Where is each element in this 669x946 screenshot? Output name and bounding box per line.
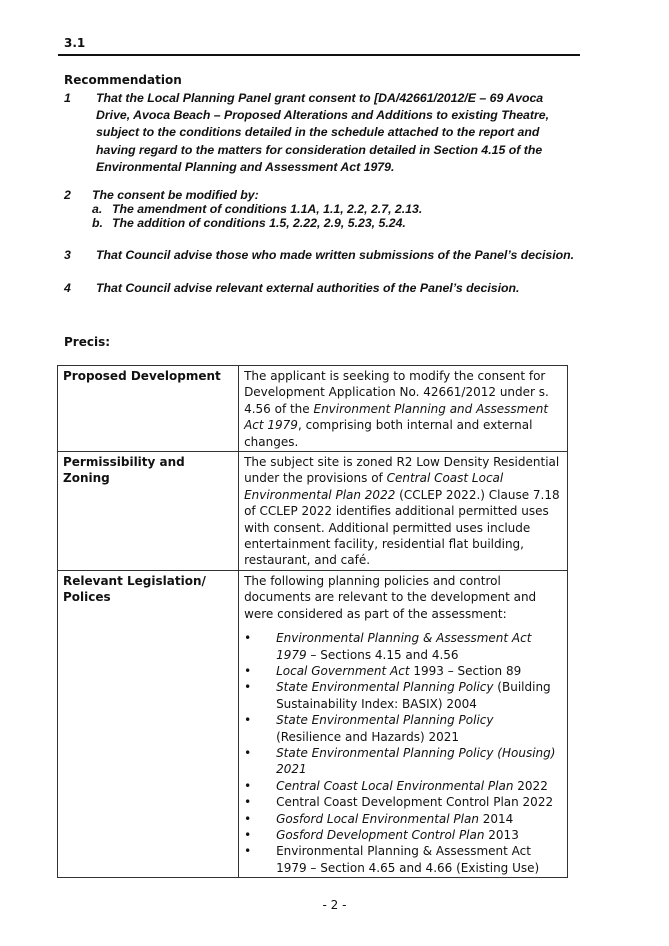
bullet-icon: • [244,631,252,646]
item-italic-text: State Environmental Planning Policy [276,680,494,695]
item-text: Central Coast Development Control Plan 2022 [276,795,554,810]
item-text: (Resilience and Hazards) 2021 [276,729,460,744]
table-row [58,366,568,452]
sub-item-text: The addition of conditions 1.5, 2.22, 2.9, 5.23, 5.24. [112,216,406,230]
sub-item-text: The amendment of conditions 1.1A, 1.1, 2.2, 2.7, 2.13. [112,202,423,216]
header-rule [58,54,580,56]
row-label: Permissibility and Zoning [58,452,239,571]
item-italic-text: Central Coast Local Environmental Plan [276,778,514,793]
table-row [58,570,568,877]
bullet-icon: • [244,778,252,793]
list-item [244,794,562,810]
item-number: 2 [64,188,71,202]
content-text: (CCLEP 2022.) Clause 7.18 of CCLEP 2022 identifies additional permitted uses with consent. Additional permitted uses include entertainment facility, residential flat building, restaurant, and café. [244,487,560,568]
bullet-icon: • [244,844,252,859]
precis-table [57,365,568,878]
recommendation-heading: Recommendation [64,73,182,87]
item-italic-text: Gosford Development Control Plan [276,827,485,842]
content-italic-text: Central Coast Local Environmental Plan 2022 [244,471,504,502]
item-text: Environmental Planning & Assessment Act 1979 – Section 4.65 and 4.66 (Existing Use) [276,844,540,875]
bullet-icon: • [244,795,252,810]
item-text: 2022 [513,778,548,793]
content-intro: The following planning policies and control documents are relevant to the development and were considered as part of the assessment: [244,573,537,621]
list-item [244,811,562,827]
row-label: Proposed Development [58,366,239,452]
list-item [244,843,562,876]
item-italic-text: Gosford Local Environmental Plan [276,811,479,826]
item-text: That Council advise those who made written submissions of the Panel’s decision. [96,248,575,262]
sub-item-letter: a. [92,202,103,216]
item-italic-text: State Environmental Planning Policy (Housing) 2021 [276,745,556,777]
list-item [244,745,562,778]
item-text: 2014 [478,811,514,826]
bullet-icon: • [244,680,252,695]
page-number: - 2 - [322,898,347,912]
item-number: 1 [64,91,71,105]
item-text: That Council advise relevant external authorities of the Panel’s decision. [96,281,520,295]
item-text: 1993 – Section 89 [409,663,522,678]
bullet-icon: • [244,713,252,728]
precis-heading: Precis: [64,335,111,349]
list-item [244,679,562,712]
item-italic-text: Environmental Planning & Assessment Act 1979 [276,631,532,662]
item-number: 4 [64,281,71,295]
policy-list [244,630,562,876]
content-text: , comprising both internal and external changes. [244,418,533,449]
item-italic-text: State Environmental Planning Policy [276,713,494,728]
row-content [239,452,568,571]
item-text: That the Local Planning Panel grant consent to [DA/42661/2012/E – 69 Avoca Drive, Avoca Beach – Proposed Alterations and Additions to existing Theatre, subject to the conditions detailed in the schedule attached to the report and having regard to the matters for consideration detailed in Section 4.15 of the Environmental Planning and Assessment Act 1979. [96,91,550,174]
item-italic-text: Local Government Act [276,663,410,678]
list-item [244,778,562,794]
bullet-icon: • [244,827,252,842]
content-text: The applicant is seeking to modify the consent for Development Application No. 42661/2012 under s. 4.56 of the [244,369,549,416]
row-content [239,366,568,452]
list-item [244,630,562,663]
item-number: 3 [64,248,71,262]
table-row [58,452,568,571]
row-label: Relevant Legislation/ Polices [58,570,239,877]
item-text: The consent be modified by: [92,188,259,202]
item-text: – Sections 4.15 and 4.56 [306,647,459,662]
list-item [244,827,562,843]
sub-item-letter: b. [92,216,103,230]
list-item [244,712,562,745]
row-content [239,570,568,877]
content-italic-text: Environment Planning and Assessment Act 1979 [244,401,549,433]
content-text: The subject site is zoned R2 Low Density Residential under the provisions of [244,455,560,486]
section-number: 3.1 [64,36,86,50]
bullet-icon: • [244,811,252,826]
item-text: (Building Sustainability Index: BASIX) 2004 [276,680,551,711]
bullet-icon: • [244,745,252,760]
bullet-icon: • [244,663,252,678]
item-text: 2013 [484,827,519,842]
list-item [244,663,562,679]
